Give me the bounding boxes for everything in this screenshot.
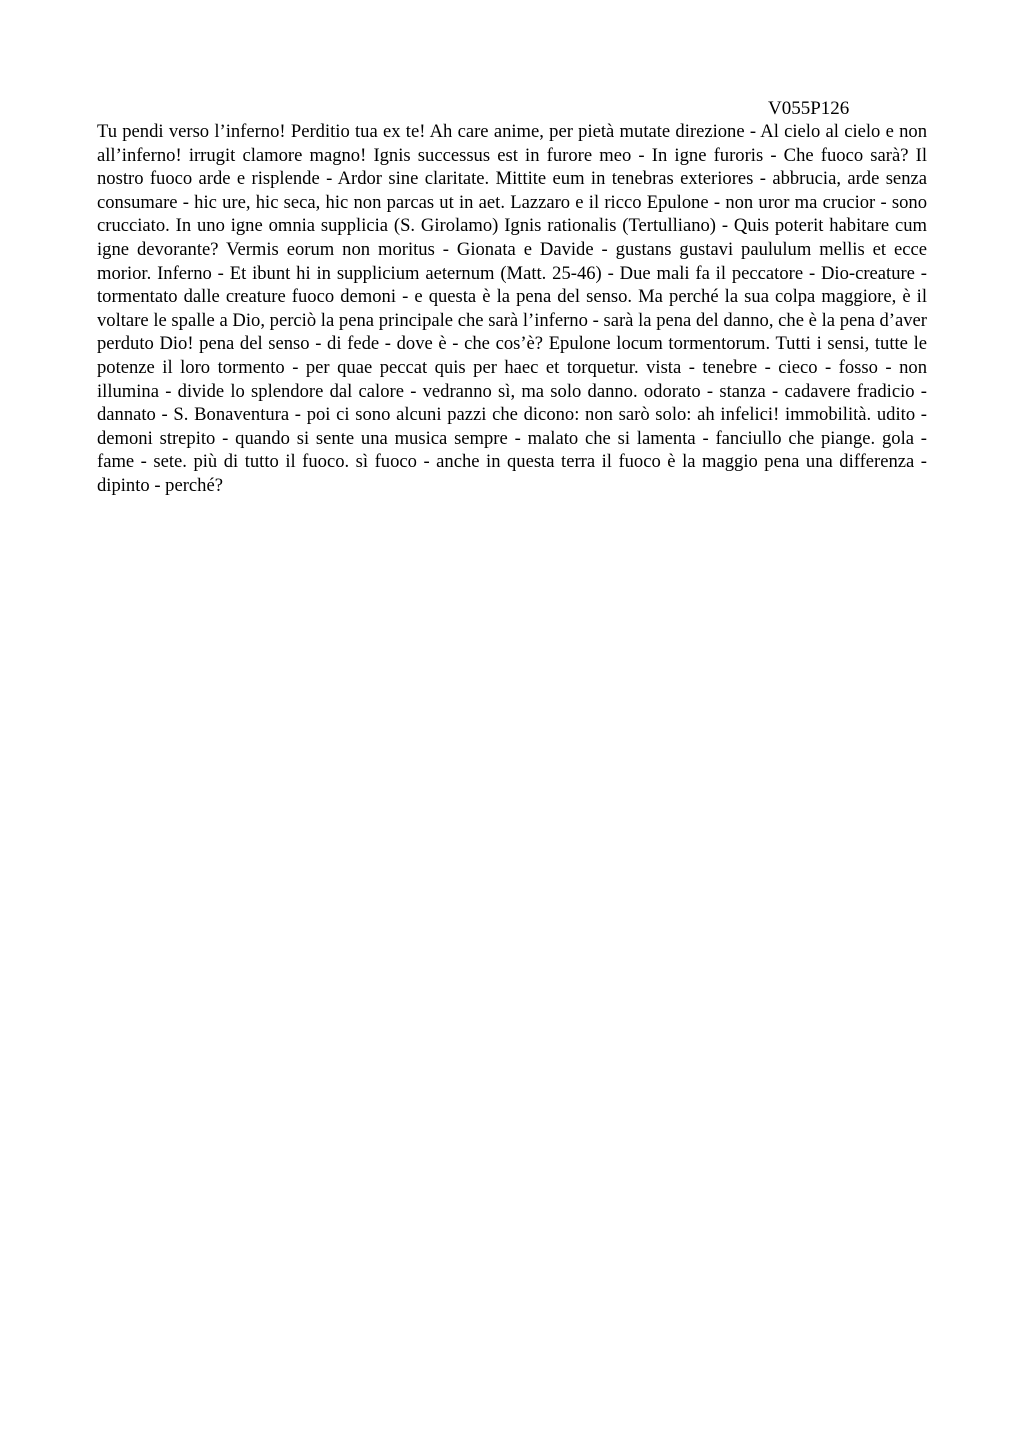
page-identifier: V055P126 — [768, 98, 850, 119]
body-paragraph: Tu pendi verso l’inferno! Perditio tua ex te! Ah care anime, per pietà mutate direzione - Al cielo al cielo e non all’inferno! irrugit clamore magno! Ignis successus est in furore meo - In igne furoris - Che fuoco sarà? Il nostro fuoco arde e risplende - Ardor sine claritate. Mittite eum in tenebras exteriores - abbrucia, arde senza consumare - hic ure, hic seca, hic non parcas ut in aet. Lazzaro e il ricco Epulone - non uror ma crucior - sono crucciato. In uno igne omnia supplicia (S. Girolamo) Ignis rationalis (Tertulliano) - Quis poterit habitare cum igne devorante? Vermis eorum non moritus - Gionata e Davide - gustans gustavi paululum mellis et ecce morior. Inferno - Et ibunt hi in supplicium aeternum (Matt. 25-46) - Due mali fa il peccatore - Dio-creature - tormentato dalle creature fuoco demoni - e questa è la pena del senso. Ma perché la sua colpa maggiore, è il voltare le spalle a Dio, perciò la pena principale che sarà l’inferno - sarà la pena del danno, che è la pena d’aver perduto Dio! pena del senso - di fede - dove è - che cos’è? Epulone locum tormentorum. Tutti i sensi, tutte le potenze il loro tormento - per quae peccat quis per haec et torquetur. vista - tenebre - cieco - fosso - non illumina - divide lo splendore dal calore - vedranno sì, ma solo danno. odorato - stanza - cadavere fradicio - dannato - S. Bonaventura - poi ci sono alcuni pazzi che dicono: non sarò solo: ah infelici! immobilità. udito - demoni strepito - quando si sente una musica sempre - malato che si lamenta - fanciullo che piange. gola - fame - sete. più di tutto il fuoco. sì fuoco - anche in questa terra il fuoco è la maggio pena una differenza - dipinto - perché? — [97, 121, 927, 496]
